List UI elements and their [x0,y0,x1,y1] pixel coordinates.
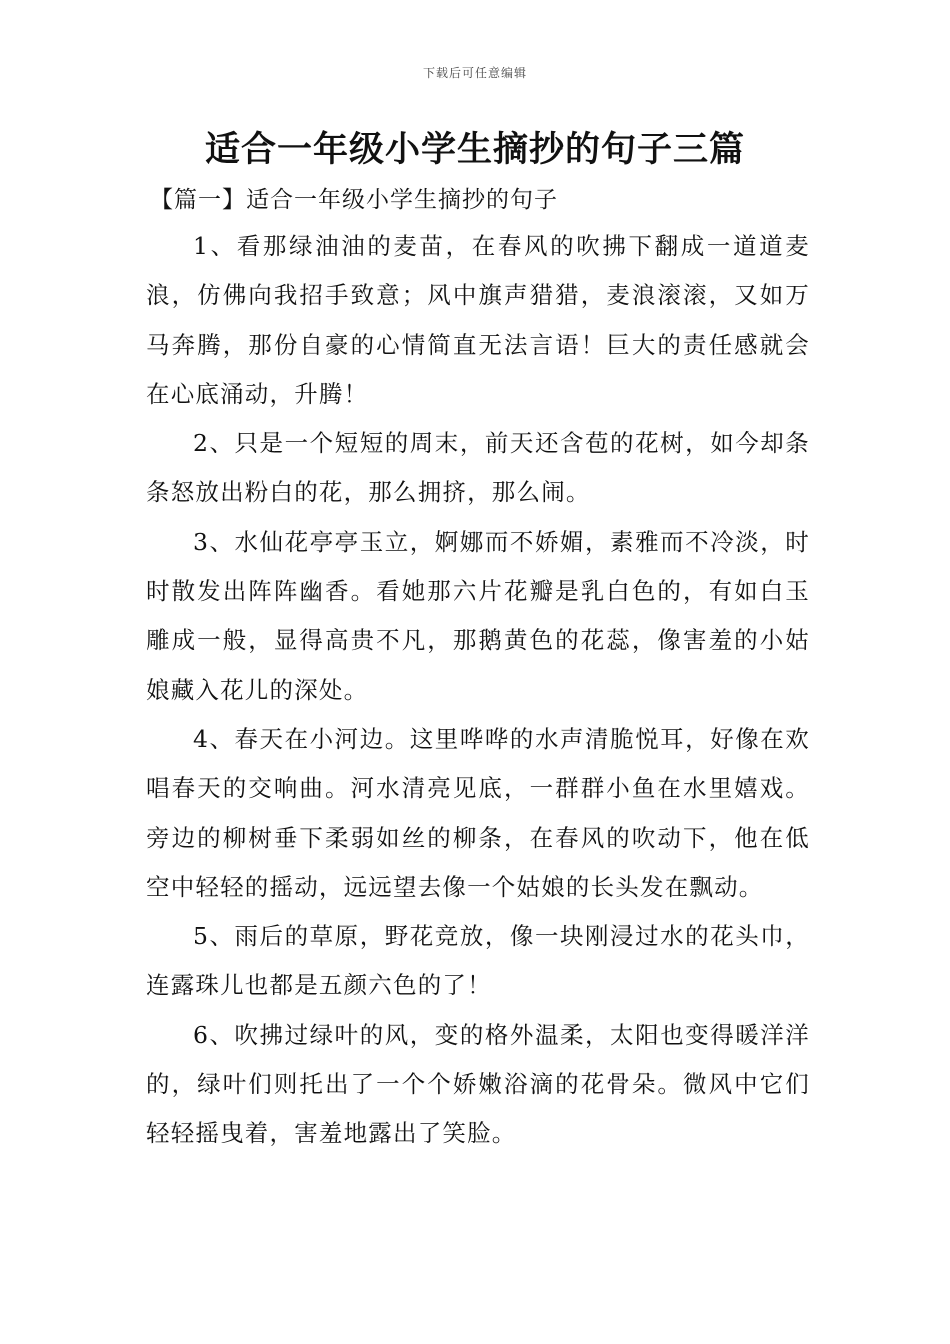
paragraph: 5、雨后的草原，野花竞放，像一块刚浸过水的花头巾，连露珠儿也都是五颜六色的了！ [146,922,810,1000]
document-title: 适合一年级小学生摘抄的句子三篇 [204,129,745,170]
paragraph: 6、吹拂过绿叶的风，变的格外温柔，太阳也变得暖洋洋的，绿叶们则托出了一个个娇嫩浴滴的花骨朵。微风中它们轻轻摇曳着，害羞地露出了笑脸。 [146,1020,810,1148]
section-heading: 【篇一】适合一年级小学生摘抄的句子 [150,187,558,213]
paragraph: 3、水仙花亭亭玉立，婀娜而不娇媚，素雅而不冷淡，时时散发出阵阵幽香。看她那六片花瓣是乳白色的，有如白玉雕成一般，显得高贵不凡，那鹅黄色的花蕊，像害羞的小姑娘藏入花儿的深处。 [146,527,810,704]
header-note: 下载后可任意编辑 [422,66,527,80]
document-body [146,222,810,1159]
paragraph: 1、看那绿油油的麦苗，在春风的吹拂下翻成一道道麦浪，仿佛向我招手致意；风中旗声猎猎，麦浪滚滚，又如万马奔腾，那份自豪的心情简直无法言语！巨大的责任感就会在心底涌动，升腾！ [146,232,810,408]
paragraph: 2、只是一个短短的周末，前天还含苞的花树，如今却条条怒放出粉白的花，那么拥挤，那么闹。 [146,429,810,507]
paragraph: 4、春天在小河边。这里哗哗的水声清脆悦耳，好像在欢唱春天的交响曲。河水清亮见底，一群群小鱼在水里嬉戏。旁边的柳树垂下柔弱如丝的柳条，在春风的吹动下，他在低空中轻轻的摇动，远远望去像一个姑娘的长头发在飘动。 [146,724,810,901]
